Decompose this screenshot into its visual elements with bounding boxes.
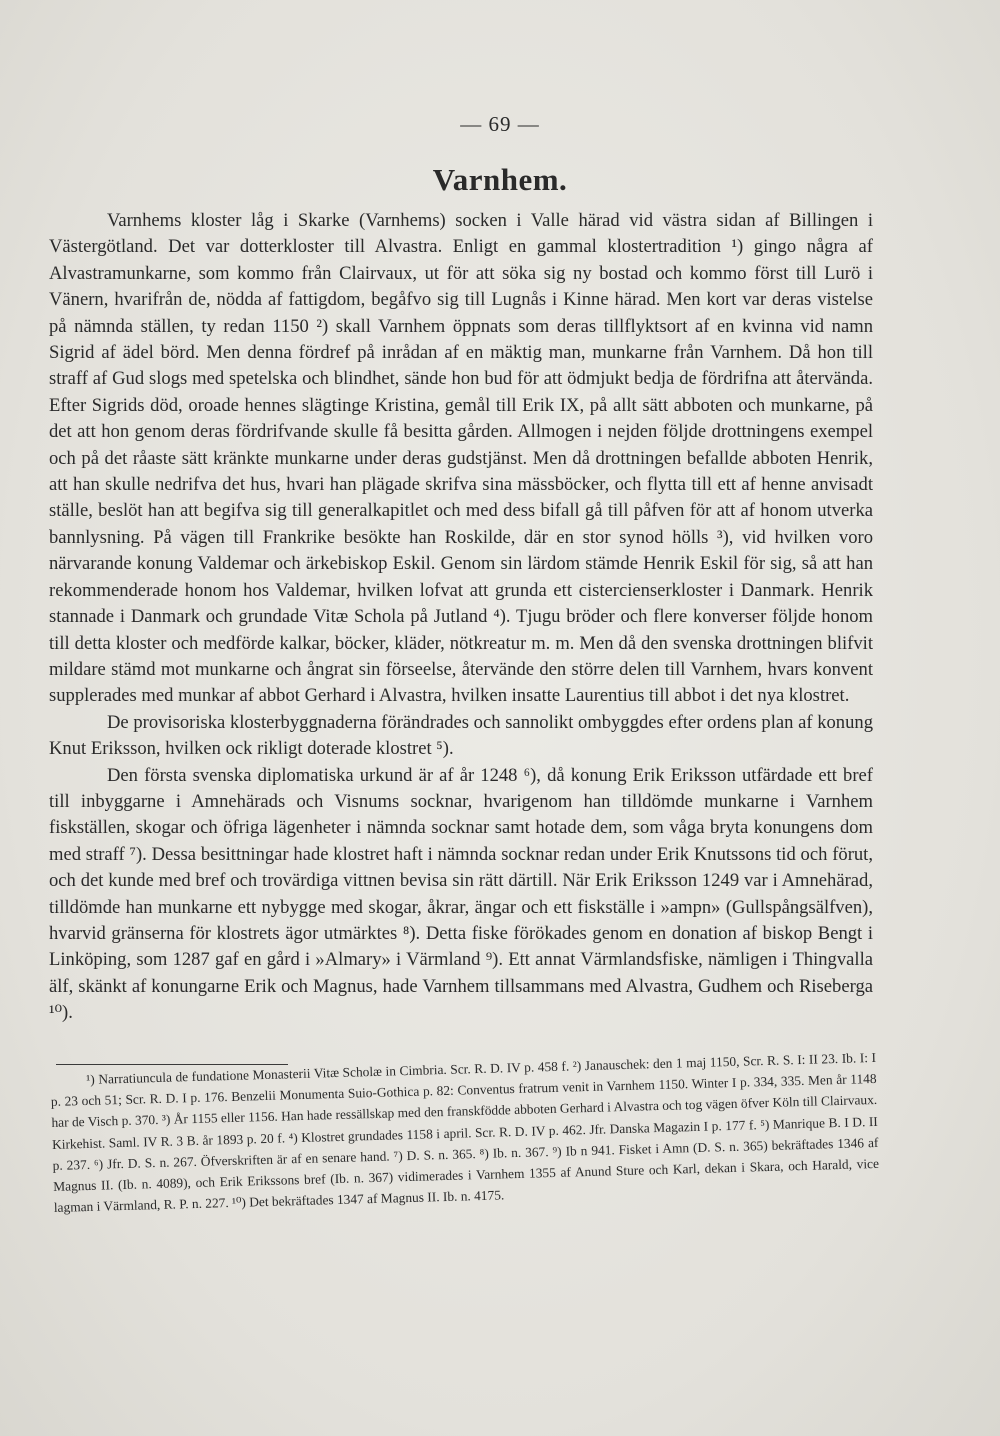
body-text [49, 208, 873, 1027]
paragraph: Den första svenska diplomatiska urkund är af år 1248 ⁶), då konung Erik Eriksson utfärdade ett bref till inbyggarne i Amnehärads och Visnums socknar, hvarigenom han tilldömde munkarne i Varnhem fiskställen, skogar och öfriga lägenheter i nämnda socknar samt hotade dem, som våga bryta konungens dom med straff ⁷). Dessa besittningar hade klostret haft i nämnda socknar redan under Erik Knutssons tid och förut, och det kunde med bref och trovärdiga vittnen bevisa sin rätt därtill. När Erik Eriksson 1249 var i Amnehärad, tilldömde han munkarne ett nybygge med skogar, åkrar, ängar och ett fiskställe i »ampn» (Gullspångsälfven), hvarvid gränserna för klostrets ägor utmärktes ⁸). Detta fiske förökades genom en donation af biskop Bengt i Linköping, som 1287 gaf en gård i »Almary» i Värmland ⁹). Ett annat Värmlandsfiske, nämligen i Thingvalla älf, skänkt af konungarne Erik och Magnus, hade Varnhem tillsammans med Alvastra, Gudhem och Riseberga ¹⁰). [49, 764, 873, 1024]
page-number: — 69 — [460, 112, 540, 136]
paragraph: Varnhems kloster låg i Skarke (Varnhems) socken i Valle härad vid västra sidan af Billingen i Västergötland. Det var dotterkloster till Alvastra. Enligt en gammal klostertradition ¹) gingo några af Alvastramunkarne, som kommo från Clairvaux, ut för att söka sig ny bostad och kommo först till Lurö i Vänern, hvarifrån de, nödda af fattigdom, begåfvo sig till Lugnås i Kinne härad. Men kort var deras vistelse på nämnda ställen, ty redan 1150 ²) skall Varnhem öppnats som deras tillflyktsort af en kvinna vid namn Sigrid af ädel börd. Men denna fördref på inrådan af en mäktig man, munkarne från Varnhem. Då hon till straff af Gud slogs med spetelska och blindhet, sände hon bud för att ödmjukt bedja de fördrifna att återvända. Efter Sigrids död, oroade hennes slägtinge Kristina, gemål till Erik IX, på allt sätt abboten och munkarne, på det att hon genom deras fördrifvande skulle få besitta gården. Allmogen i nejden följde drottningens exempel och på det råaste sätt kränkte munkarne under deras gudstjänst. Men då drottningen befallde abboten Henrik, att han skulle nedrifva det hus, hvari han plägade skrifva sina mässböcker, och flytta till ett af henne anvisadt ställe, beslöt han att begifva sig till generalkapitlet och med dess bifall gå till påfven för att af honom utverka bannlysning. På vägen till Frankrike besökte han Roskilde, där en stor synod hölls ³), vid hvilken voro närvarande konung Valdemar och ärkebiskop Eskil. Genom sin lärdom stämde Henrik Eskil för sig, så att han rekommenderade honom hos Valdemar, hvilken lofvat att grunda ett cistercienserkloster i Danmark. Henrik stannade i Danmark och grundade Vitæ Schola på Jutland ⁴). Tjugu bröder och flere konverser följde honom till detta kloster och medförde kalkar, böcker, kläder, nötkreatur m. m. Men då den svenska drottningen blifvit mildare stämd mot munkarne och ångrat sin förseelse, återvände den större delen till Varnhem, hvars konvent supplerades med munkar af abbot Gerhard i Alvastra, hvilken insatte Laurentius till abbot i det nya klostret. [49, 210, 873, 707]
page-title: Varnhem. [432, 162, 568, 197]
paragraph: De provisoriska klosterbyggnaderna förändrades och sannolikt ombyggdes efter ordens plan af konung Knut Eriksson, hvilken ock rikligt doterade klostret ⁵). [49, 711, 873, 760]
footnotes [50, 1047, 880, 1218]
footnote-text: ¹) Narratiuncula de fundatione Monasterii Vitæ Scholæ in Cimbria. Scr. R. D. IV p. 458 f. ²) Janauschek: den 1 maj 1150, Scr. R. S. I: II 23. Ib. I: I p. 23 och 51; Scr. R. D. I p. 176. Benzelii Monumenta Suio-Gothica p. 82: Conventus fratrum venit in Varnhem 1150. Winter I p. 334, 335. Men år 1148 har de Visch p. 370. ³) År 1155 eller 1156. Han hade ressällskap med den franskfödde abboten Gerhard i Alvastra och tog vägen öfver Köln till Clairvaux. Kirkehist. Saml. IV R. 3 B. år 1893 p. 20 f. ⁴) Klostret grundades 1158 i april. Scr. R. D. IV p. 462. Jfr. Danska Magazin I p. 177 f. ⁵) Manrique B. I D. II p. 237. ⁶) Jfr. D. S. n. 267. Öfverskriften är af en senare hand. ⁷) D. S. n. 365. ⁸) Ib. n. 367. ⁹) Ib n 941. Fisket i Amn (D. S. n. 365) bekräftades 1346 af Magnus II. (Ib. n. 4089), och Erik Erikssons bref (Ib. n. 367) vidimerades i Varnhem 1355 af Anund Sture och Karl, dekan i Skara, och Harald, vice lagman i Värmland, R. P. n. 227. ¹⁰) Det bekräftades 1347 af Magnus II. Ib. n. 4175. [50, 1049, 880, 1216]
